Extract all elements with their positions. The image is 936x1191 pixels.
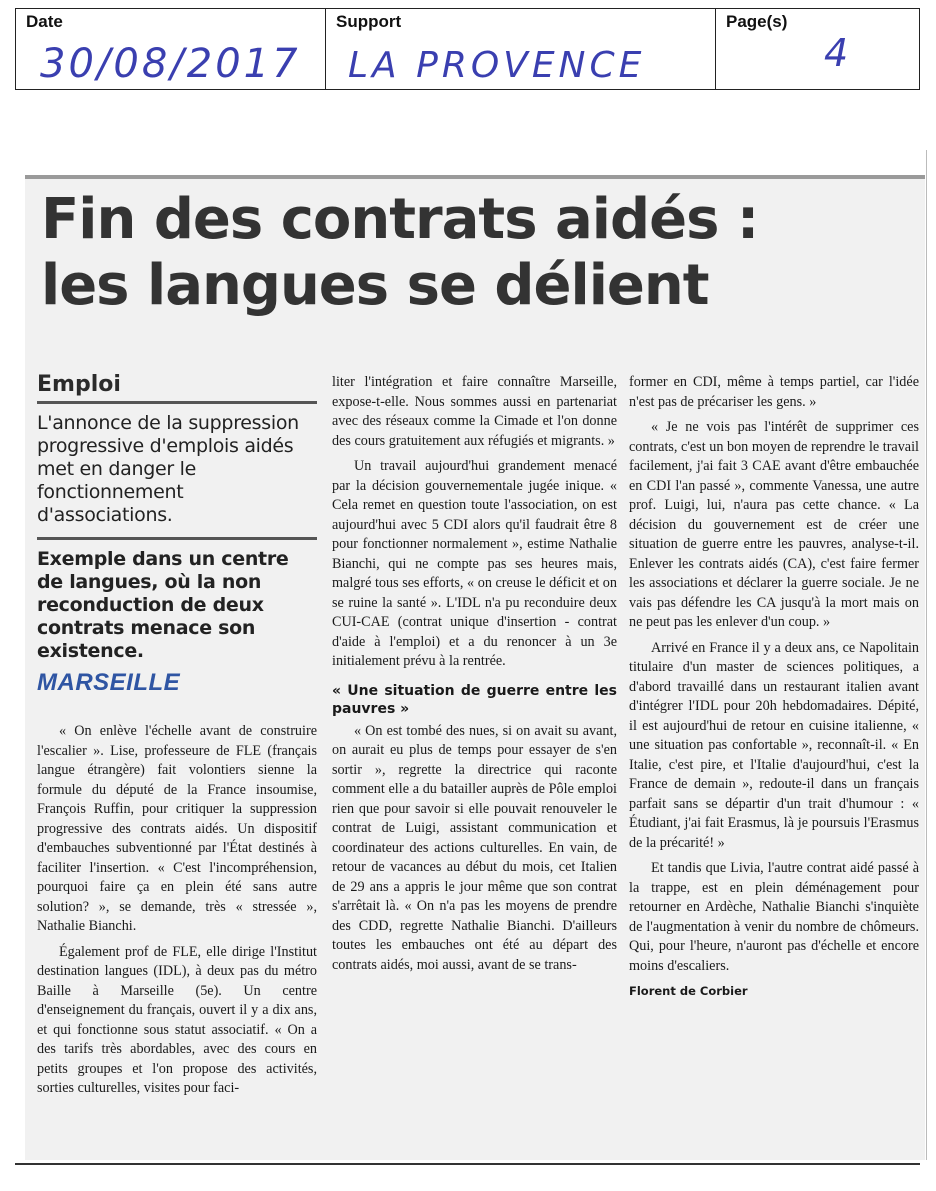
pages-label: Page(s) [726,12,788,31]
column-2 [332,373,617,981]
date-cell [16,9,326,89]
support-cell [326,9,716,89]
headline-line-2: les langues se délient [41,253,709,318]
date-label: Date [26,12,63,31]
body-paragraph: Également prof de FLE, elle dirige l'Institut destination langues (IDL), à deux pas du métro Baille à Marseille (5e). Un centre d'enseignement du français, ouvert il y a dix ans, et qui fonctionne sous statut associatif. « On a des tarifs très abordables, avec des cours en petits groupes et l'on propose des activités, sorties culturelles, visites pour faci- [37,943,317,1096]
bottom-rule [15,1163,920,1165]
body-paragraph: « Je ne vois pas l'intérêt de supprimer ces contrats, c'est un bon moyen de reprendre le travail facilement, j'ai fait 3 CAE avant d'être embauchée en CDI l'an passé », commente Vanessa, une autre prof. Luigi, lui, n'aura pas cette chance. « La décision du gouvernement est de créer une situation de guerre entre les pauvres, analyse-t-il. Enlever les contrats aidés (CA), c'est faire fermer les associations et déclarer la guerre sociale. Je ne vais pas défendre les CA jusqu'à la mort mais on ne peut pas les enlever d'un coup. » [629,419,919,630]
headline-line-1: Fin des contrats aidés : [41,187,759,252]
body-paragraph: Et tandis que Livia, l'autre contrat aidé passé à la trappe, est en plein déménagement pour retourner en Ardèche, Nathalie Bianchi s'inquiète de l'augmentation à venir du nombre de chômeurs. Qui, pour l'heure, n'auront pas d'échelle et encore moins d'escaliers. [629,860,919,974]
column-1 [37,372,317,1105]
headline [41,187,921,319]
body-paragraph: former en CDI, même à temps partiel, car l'idée n'est pas de précariser les gens. » [629,374,919,410]
section-rule [37,401,317,404]
top-rule [25,175,925,179]
section-title: Emploi [37,372,121,397]
column-3 [629,373,919,1002]
scan-edge [926,150,927,1160]
support-label: Support [336,12,402,31]
clipping-header [15,8,920,90]
lead-paragraph: L'annonce de la suppression progressive d'emplois aidés met en danger le fonctionnement d'associations. [37,411,299,526]
author-credit: Florent de Corbier [629,984,748,998]
body-paragraph: Un travail aujourd'hui grandement menacé par la décision gouvernementale jugée inique. « Cela remet en question toute l'association, on est aujourd'hui avec 5 CDI alors qu'il faudrait être 8 pour fonctionner normalement », estime Nathalie Bianchi, qui ne compte pas ses heures mais, malgré tous ses efforts, « on creuse le déficit et on se ruine la santé ». L'IDL n'a pu reconduire deux CUI-CAE (contrat unique d'insertion - contrat d'aide à l'emploi) et a du renoncer à un 3e initialement prévu à la rentrée. [332,458,617,669]
body-paragraph: « On enlève l'échelle avant de construire l'escalier ». Lise, professeure de FLE (français langue étrangère) fait volontiers sienne la formule du député de la France insoumise, François Ruffin, pour critiquer la suppression progressive des contrats aidés. Un dispositif d'embauches subventionné par l'État destinés à faciliter l'insertion. « C'est l'incompréhension, pourquoi faire ça en plein été sans autre solution? », se demande, très « stressée », Nathalie Bianchi. [37,723,317,934]
date-value: 30/08/2017 [40,41,301,87]
lead-paragraph-2: Exemple dans un centre de langues, où la non reconduction de deux contrats menace son existence. [37,547,289,662]
pages-cell [716,9,919,89]
lead-rule [37,537,317,540]
support-value: LA PROVENCE [348,45,646,86]
subheading: « Une situation de guerre entre les pauvres » [332,682,617,717]
newspaper-article [25,175,925,1160]
body-paragraph: Arrivé en France il y a deux ans, ce Napolitain titulaire d'un master de sciences politiques, a d'abord travaillé dans un restaurant italien avant d'intégrer l'IDL pour 20h hebdomadaires. Dépité, il est aujourd'hui de retour en cuisine italienne, « une situation pas confortable », reconnaît-il. « En Italie, c'est pire, et l'Italie d'aujourd'hui, c'est la France de demain », redoute-il dans un français parfait sans se départir d'un trait d'humour : « Étudiant, j'ai fait Erasmus, là je poursuis l'Erasmus de la précarité! » [629,639,919,851]
pages-value: 4 [824,31,852,75]
city-dateline: MARSEILLE [37,668,181,696]
body-paragraph: « On est tombé des nues, si on avait su avant, on aurait eu plus de temps pour essayer de s'en sortir », regrette la directrice qui raconte comment elle a du batailler auprès de Pôle emploi rien que pour savoir si elle pouvait renouveler le contrat de Luigi, assistant communication et coordinateur des actions culturelles. En vain, de retour de vacances au début du mois, cet Italien de 29 ans a appris le jour même que son contrat s'arrêtait là. « On n'a pas les moyens de prendre des CDD, regrette Nathalie Bianchi. D'ailleurs toutes les embauches ont été au départ des contrats aidés, moi aussi, avant de se trans- [332,722,617,973]
body-paragraph: liter l'intégration et faire connaître Marseille, expose-t-elle. Nous sommes aussi en partenariat avec des réseaux comme la Cimade et l'on donne des cours gratuitement aux réfugiés et migrants. » [332,374,617,449]
